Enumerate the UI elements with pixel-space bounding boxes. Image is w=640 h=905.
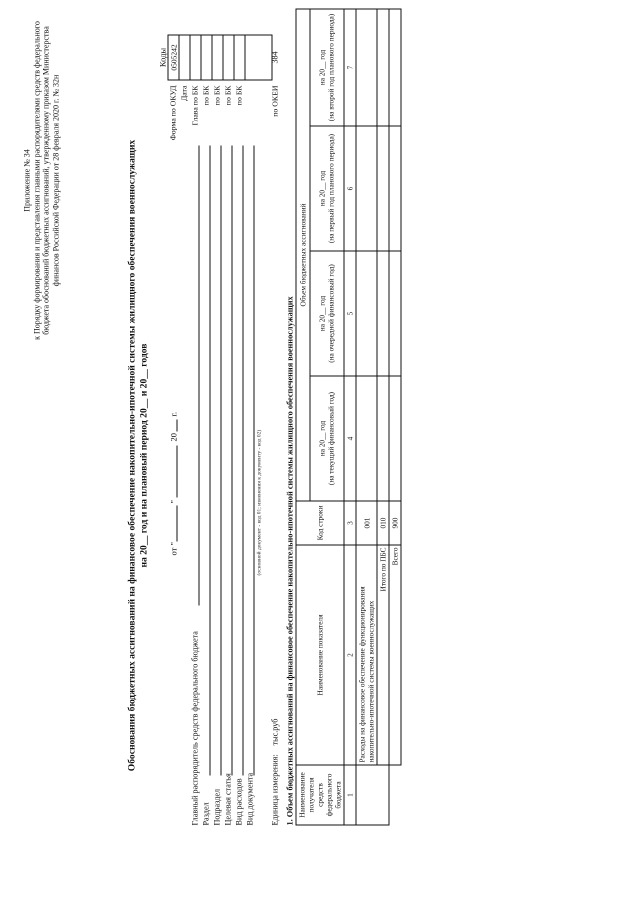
podrazdel-code — [212, 35, 223, 80]
okei-label: по ОКЕИ — [270, 85, 279, 117]
th-year-current-sub: (на текущий финансовый год) — [326, 391, 336, 485]
th-indicator: Наименование показателя — [296, 545, 344, 765]
cs-bk-label: по БК — [223, 85, 232, 105]
table-row — [389, 9, 401, 825]
th-year-plan2-label: на 20__ год — [317, 49, 327, 85]
th-year-current-label: на 20__ год — [317, 420, 327, 456]
cs-label: Целевая статья — [223, 772, 232, 825]
th-year-plan2 — [309, 9, 343, 126]
vr-code — [234, 35, 245, 80]
appendix-block — [22, 15, 60, 345]
th-year-current — [309, 376, 343, 501]
podrazdel-line — [220, 145, 221, 775]
cs-code — [223, 35, 234, 80]
value-cell — [356, 9, 377, 126]
razdel-line — [209, 145, 210, 775]
vr-label: Вид расходов — [234, 777, 243, 825]
okei-code: 384 — [270, 51, 279, 63]
value-cell — [356, 126, 377, 251]
date-from: от " — [168, 541, 178, 555]
date-suffix: г. — [168, 411, 178, 416]
column-numbers-row — [344, 9, 356, 825]
cs-line — [231, 145, 232, 775]
codes-header: Коды — [157, 47, 167, 67]
th-year-plan1-label: на 20__ год — [317, 170, 327, 206]
okud-code: 0505242 — [168, 35, 179, 80]
value-cell — [356, 251, 377, 376]
date-label: Дата — [179, 85, 188, 101]
table-row — [356, 9, 377, 825]
unit-label: Единица измерения: — [270, 753, 279, 825]
appendix-text: к Порядку формирования и представления главными распорядителями средств федерального бюджета обоснований бюджетных ассигнований, утвержденному приказом Министерства финансов Российской Федерации от 28 февраля 2020 г. № 32н — [31, 20, 60, 340]
value-cell — [356, 376, 377, 501]
col-num: 7 — [344, 9, 356, 126]
row-expenses-label: Расходы на финансовое обеспечение функционирования накопительно-ипотечной системы военнослужащих — [356, 545, 377, 765]
value-cell — [377, 126, 389, 251]
row-total-code: 900 — [389, 501, 401, 545]
th-year-next-sub: (на очередной финансовый год) — [326, 263, 336, 363]
document-title — [126, 85, 150, 825]
podrazdel-label: Подраздел — [212, 788, 221, 825]
grbs-line — [198, 145, 199, 605]
row-total-pbs-label: Итого по ПБС — [377, 545, 389, 765]
razdel-label: Раздел — [201, 801, 210, 825]
row-total-pbs-code: 010 — [377, 501, 389, 545]
date-code — [179, 35, 190, 80]
value-cell — [377, 9, 389, 126]
recipient-cell — [356, 765, 389, 825]
col-num: 2 — [344, 545, 356, 765]
th-recipient: Наименование получателя средств федерального бюджета — [296, 765, 344, 825]
title-line-2: на 20__ год и на плановый период 20__ и 20__ годов — [138, 343, 149, 567]
glava-label: Глава по БК — [190, 85, 199, 125]
doc-type-hint: (основной документ - код 01; изменения к документу - код 02) — [256, 429, 262, 575]
glava-code — [190, 35, 201, 80]
table-row — [377, 9, 389, 825]
date-year-line — [176, 419, 177, 431]
section-1-heading: 1. Объем бюджетных ассигнований на финансовое обеспечение накопительно-ипотечной системы жилищного обеспечения военнослужащих — [285, 295, 294, 825]
date-quote: " — [168, 499, 178, 503]
okud-label: Форма по ОКУД — [168, 85, 177, 140]
col-num: 4 — [344, 376, 356, 501]
allocations-table — [295, 8, 401, 825]
value-cell — [389, 9, 401, 126]
razdel-code — [201, 35, 212, 80]
value-cell — [377, 251, 389, 376]
th-year-next-label: на 20__ год — [317, 295, 327, 331]
vr-bk-label: по БК — [234, 85, 243, 105]
razdel-bk-label: по БК — [201, 85, 210, 105]
col-num: 5 — [344, 251, 356, 376]
col-num: 1 — [344, 765, 356, 825]
empty-cell — [389, 765, 401, 825]
th-year-plan1 — [309, 126, 343, 251]
title-line-1: Обоснования бюджетных ассигнований на финансовое обеспечение накопительно-ипотечной системы жилищного обеспечения военнослужащих — [126, 139, 137, 771]
th-code: Код строки — [296, 501, 344, 545]
doc-type-code — [245, 35, 272, 80]
value-cell — [389, 251, 401, 376]
date-day-line — [176, 505, 177, 541]
doc-type-label: Вид документа — [245, 772, 254, 825]
th-volume: Объем бюджетных ассигнований — [296, 9, 310, 501]
date-year: 20 — [168, 432, 178, 441]
unit-value: тыс.руб — [270, 718, 279, 745]
grbs-label: Главный распорядитель средств федерального бюджета — [190, 630, 199, 825]
th-year-plan1-sub: (на первый год планового периода) — [326, 133, 336, 243]
value-cell — [377, 376, 389, 501]
col-num: 6 — [344, 126, 356, 251]
th-year-next — [309, 251, 343, 376]
value-cell — [389, 376, 401, 501]
vr-line — [242, 145, 243, 775]
row-expenses-code: 001 — [356, 501, 377, 545]
th-year-plan2-sub: (на второй год планового периода) — [326, 13, 336, 121]
date-month-line — [176, 445, 177, 497]
value-cell — [389, 126, 401, 251]
col-num: 3 — [344, 501, 356, 545]
podrazdel-bk-label: по БК — [212, 85, 221, 105]
doc-type-line — [253, 145, 254, 775]
row-total-label: Всего — [389, 545, 401, 765]
codes-table — [167, 34, 272, 80]
appendix-number: Приложение № 34 — [22, 148, 31, 212]
